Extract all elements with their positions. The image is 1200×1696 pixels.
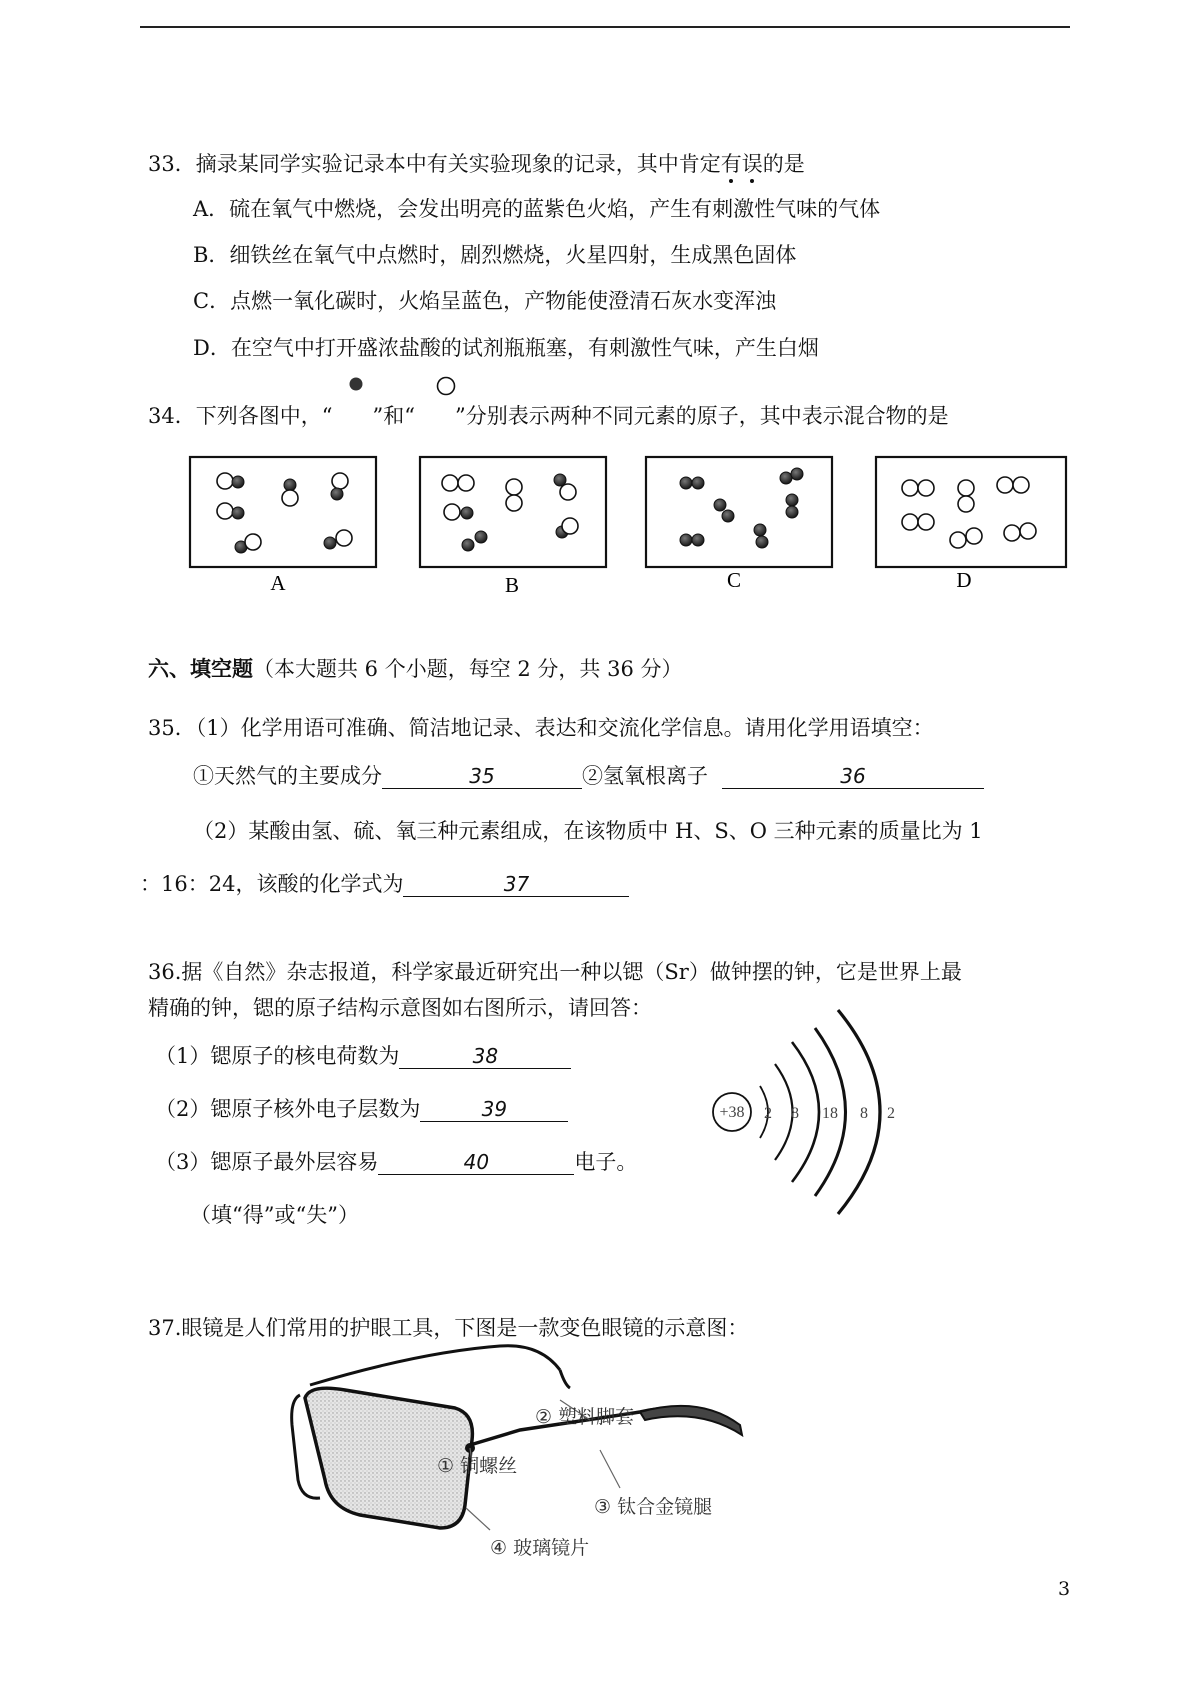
section-note: （本大题共 6 个小题，每空 2 分，共 36 分） xyxy=(253,657,683,681)
q37-line1: 37.眼镜是人们常用的护眼工具，下图是一款变色眼镜的示意图： xyxy=(148,1316,749,1340)
shell-3-count: 18 xyxy=(822,1105,838,1122)
q33-option-c: C．点燃一氧化碳时，火焰呈蓝色，产物能使澄清石灰水变浑浊 xyxy=(193,289,777,313)
shell-4-count: 8 xyxy=(860,1105,868,1122)
q33-option-b: B．细铁丝在氧气中点燃时，剧烈燃烧，火星四射，生成黑色固体 xyxy=(193,243,797,267)
label-glass-lens: ④ 玻璃镜片 xyxy=(490,1537,590,1559)
shell-2-count: 8 xyxy=(791,1105,799,1122)
emphasis-char: 有 xyxy=(720,152,742,176)
answer-blank-36[interactable]: 36 xyxy=(722,764,984,789)
answer-blank-38[interactable]: 38 xyxy=(399,1044,571,1069)
label-plastic-tip: ② 塑料脚套 xyxy=(535,1406,635,1428)
q36-sub2: （2）锶原子核外电子层数为 39 xyxy=(155,1093,568,1123)
answer-blank-35[interactable]: 35 xyxy=(382,764,582,789)
shell-1-count: 2 xyxy=(764,1105,772,1122)
emphasis-char: 误 xyxy=(741,152,763,176)
option-c-label: C xyxy=(726,568,742,592)
page-number: 3 xyxy=(1058,1578,1071,1600)
q35-line-items: ①天然气的主要成分 35 ②氢氧根离子 36 xyxy=(193,760,984,790)
answer-blank-39[interactable]: 39 xyxy=(420,1097,568,1122)
answer-blank-40[interactable]: 40 xyxy=(378,1150,574,1175)
option-b-label: B xyxy=(504,573,520,597)
q33-option-a: A．硫在氧气中燃烧，会发出明亮的蓝紫色火焰，产生有刺激性气味的气体 xyxy=(193,197,881,221)
label-copper-screw: ① 铜螺丝 xyxy=(437,1455,518,1477)
option-d-label: D xyxy=(956,568,972,592)
q36-sub1: （1）锶原子的核电荷数为 38 xyxy=(155,1040,571,1070)
label-titanium-arm: ③ 钛合金镜腿 xyxy=(594,1496,713,1518)
section-title: 六、填空题 xyxy=(148,656,253,681)
shell-5-count: 2 xyxy=(887,1105,895,1122)
answer-blank-37[interactable]: 37 xyxy=(403,872,629,897)
q36-line2: 精确的钟，锶的原子结构示意图如右图所示，请回答： xyxy=(148,996,652,1020)
q33-option-d: D．在空气中打开盛浓盐酸的试剂瓶瓶塞，有刺激性气味，产生白烟 xyxy=(193,336,819,360)
q36-line1: 36.据《自然》杂志报道，科学家最近研究出一种以锶（Sr）做钟摆的钟，它是世界上最 xyxy=(148,960,962,984)
option-a-label: A xyxy=(270,571,286,595)
q36-hint: （填“得”或“失”） xyxy=(190,1203,359,1227)
q33-stem: 33．摘录某同学实验记录本中有关实验现象的记录，其中肯定有误的是 xyxy=(148,152,805,176)
q34-stem: 34．下列各图中，“ ”和“ ”分别表示两种不同元素的原子，其中表示混合物的是 xyxy=(148,404,949,428)
nucleus-charge: +38 xyxy=(719,1104,745,1121)
q35-line3: ：16：24，该酸的化学式为 37 xyxy=(140,868,629,898)
q35-line2: （2）某酸由氢、硫、氧三种元素组成，在该物质中 H、S、O 三种元素的质量比为 1 xyxy=(193,819,983,843)
q35-line1: 35．（1）化学用语可准确、简洁地记录、表达和交流化学信息。请用化学用语填空： xyxy=(148,716,934,740)
q36-sub3: （3）锶原子最外层容易 40 电子。 xyxy=(155,1150,638,1174)
